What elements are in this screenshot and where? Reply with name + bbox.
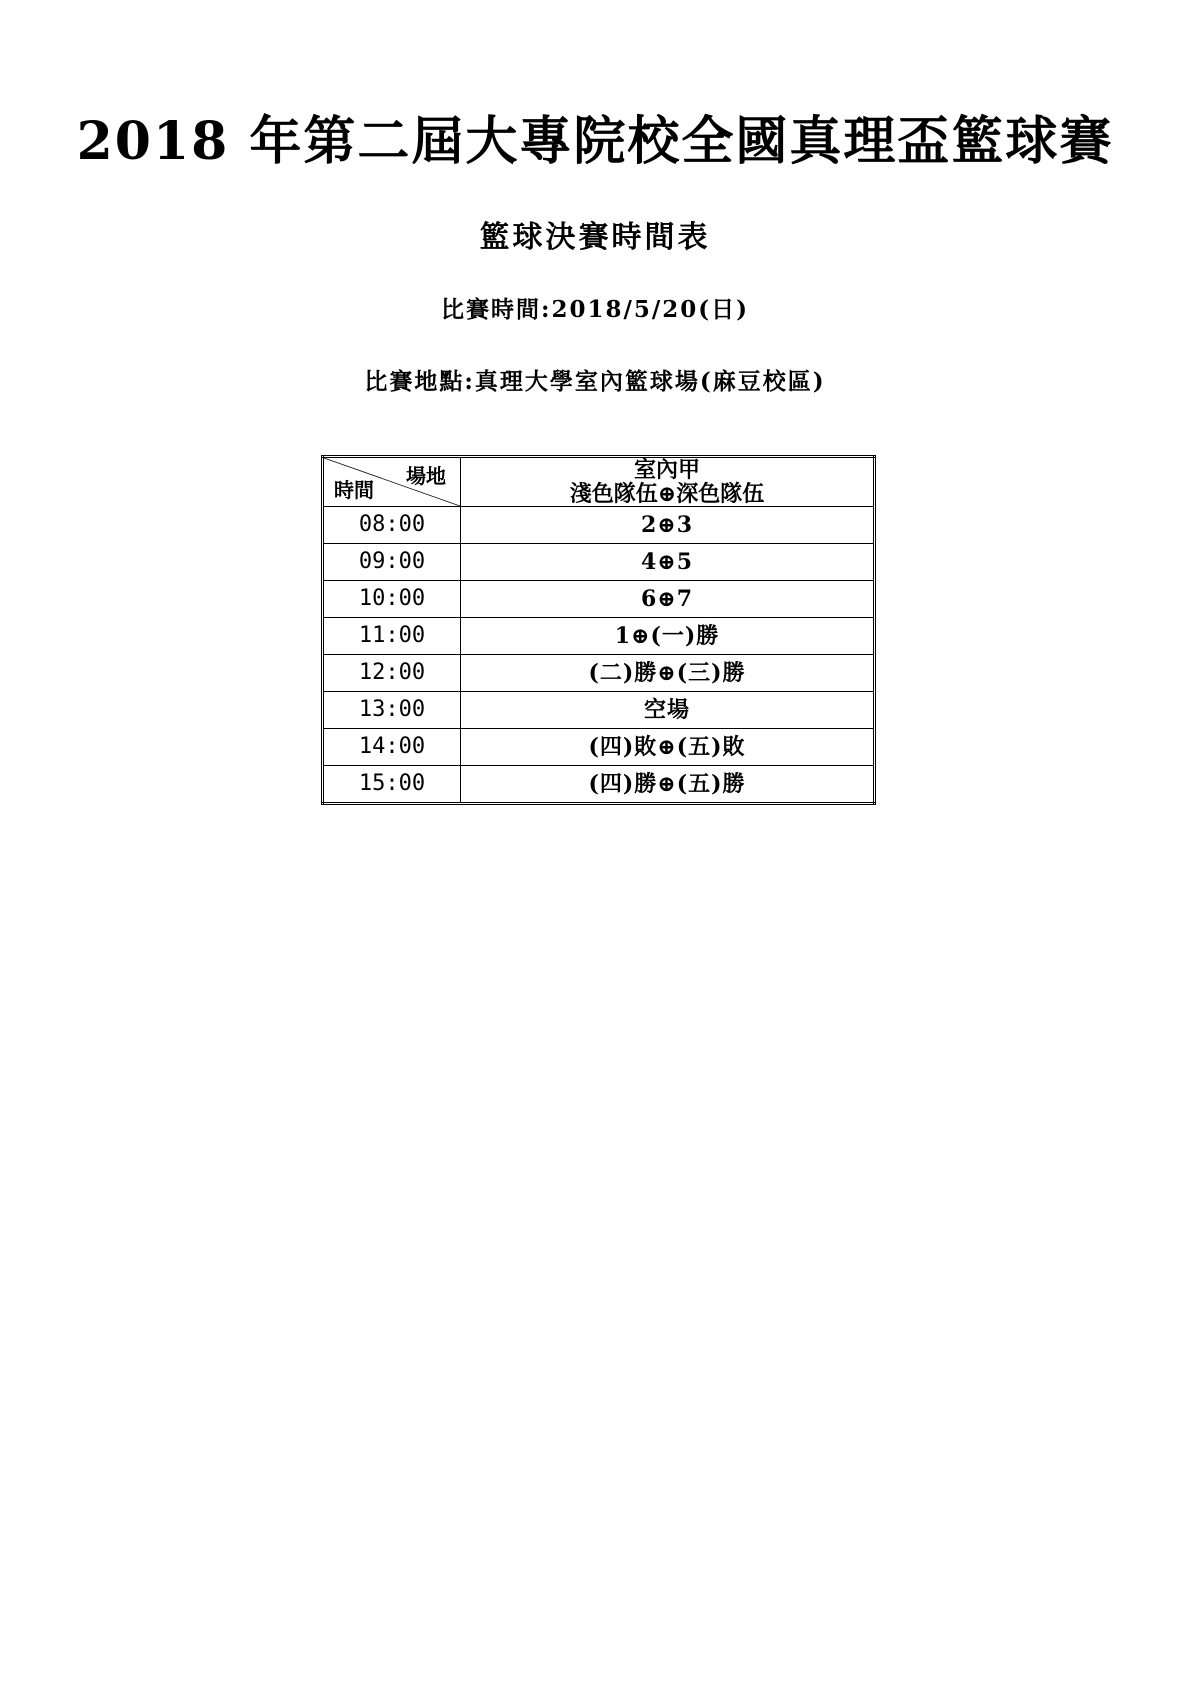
time-cell: 08:00 bbox=[323, 507, 461, 544]
table-row bbox=[323, 544, 875, 581]
match-cell: 空場 bbox=[461, 692, 875, 729]
match-cell: 6⊕7 bbox=[461, 581, 875, 618]
venue-team-colors: 淺色隊伍⊕深色隊伍 bbox=[569, 481, 765, 507]
match-cell: 4⊕5 bbox=[461, 544, 875, 581]
table-header-row bbox=[323, 457, 875, 507]
page-title: 2018 年第二屆大專院校全國真理盃籃球賽 bbox=[76, 111, 1114, 172]
time-cell: 12:00 bbox=[323, 655, 461, 692]
match-venue: 比賽地點:真理大學室內籃球場(麻豆校區) bbox=[364, 368, 826, 395]
table-row bbox=[323, 692, 875, 729]
time-cell: 10:00 bbox=[323, 581, 461, 618]
table-row bbox=[323, 655, 875, 692]
time-cell: 14:00 bbox=[323, 729, 461, 766]
match-cell: (二)勝⊕(三)勝 bbox=[461, 655, 875, 692]
table-row bbox=[323, 507, 875, 544]
match-cell: 1⊕(一)勝 bbox=[461, 618, 875, 655]
corner-header-cell bbox=[323, 457, 461, 507]
schedule-table bbox=[321, 455, 876, 805]
time-cell: 15:00 bbox=[323, 766, 461, 804]
table-row bbox=[323, 766, 875, 804]
table-row bbox=[323, 618, 875, 655]
venue-header-cell bbox=[461, 457, 875, 507]
time-cell: 09:00 bbox=[323, 544, 461, 581]
venue-column-label: 場地 bbox=[406, 464, 446, 488]
match-cell: (四)敗⊕(五)敗 bbox=[461, 729, 875, 766]
venue-name: 室內甲 bbox=[633, 457, 700, 483]
table-row bbox=[323, 581, 875, 618]
match-cell: 2⊕3 bbox=[461, 507, 875, 544]
time-cell: 13:00 bbox=[323, 692, 461, 729]
match-cell: (四)勝⊕(五)勝 bbox=[461, 766, 875, 804]
time-cell: 11:00 bbox=[323, 618, 461, 655]
table-row bbox=[323, 729, 875, 766]
match-date: 比賽時間:2018/5/20(日) bbox=[440, 296, 750, 323]
schedule-subtitle: 籃球決賽時間表 bbox=[479, 220, 711, 255]
time-column-label: 時間 bbox=[334, 478, 374, 502]
